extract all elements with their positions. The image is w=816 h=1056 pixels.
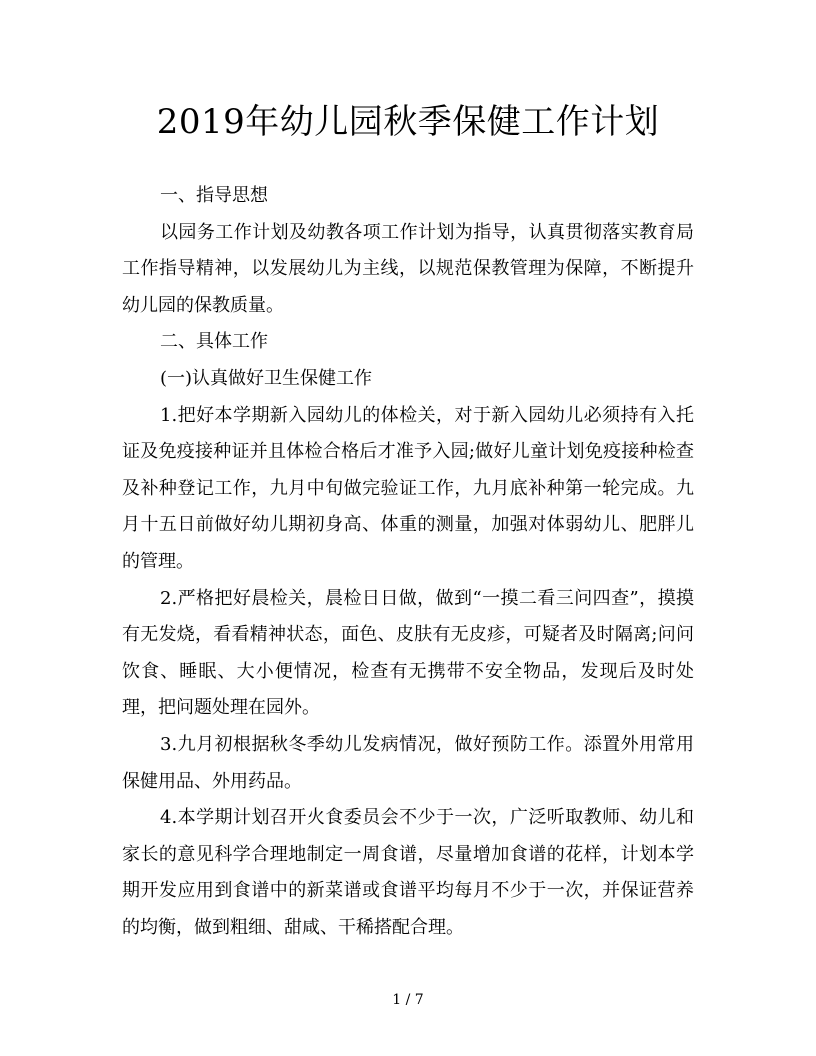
subsection-heading: (一)认真做好卫生保健工作 — [160, 367, 373, 389]
page-number: 1 / 7 — [392, 992, 424, 1008]
paragraph: 4.本学期计划召开火食委员会不少于一次，广泛听取教师、幼儿和家长的意见科学合理地制定一周食谱，尽量增加食谱的花样，计划本学期开发应用到食谱中的新菜谱或食谱平均每月不少于一次，并保证营养的均衡，做到粗细、甜咸、干稀搭配合理。 — [122, 807, 694, 938]
document-title: 2019年幼儿园秋季保健工作计划 — [156, 102, 660, 142]
section-heading: 二、具体工作 — [160, 331, 268, 353]
paragraph: 2.严格把好晨检关，晨检日日做，做到“一摸二看三问四查”，摸摸有无发烧，看看精神状态，面色、皮肤有无皮疹，可疑者及时隔离;问问饮食、睡眠、大小便情况，检查有无携带不安全物品，发现后及时处理，把问题处理在园外。 — [122, 587, 694, 719]
document-body — [122, 178, 694, 946]
section-heading: 一、指导思想 — [160, 185, 268, 206]
paragraph: 以园务工作计划及幼教各项工作计划为指导，认真贯彻落实教育局工作指导精神，以发展幼儿为主线，以规范保教管理为保障，不断提升幼儿园的保教质量。 — [122, 221, 694, 316]
paragraph: 3.九月初根据秋冬季幼儿发病情况，做好预防工作。添置外用常用保健用品、外用药品。 — [122, 733, 694, 792]
paragraph: 1.把好本学期新入园幼儿的体检关，对于新入园幼儿必须持有入托证及免疫接种证并且体检合格后才准予入园;做好儿童计划免疫接种检查及补种登记工作，九月中旬做完验证工作，九月底补种第一轮完成。九月十五日前做好幼儿期初身高、体重的测量，加强对体弱幼儿、肥胖儿的管理。 — [122, 404, 694, 572]
